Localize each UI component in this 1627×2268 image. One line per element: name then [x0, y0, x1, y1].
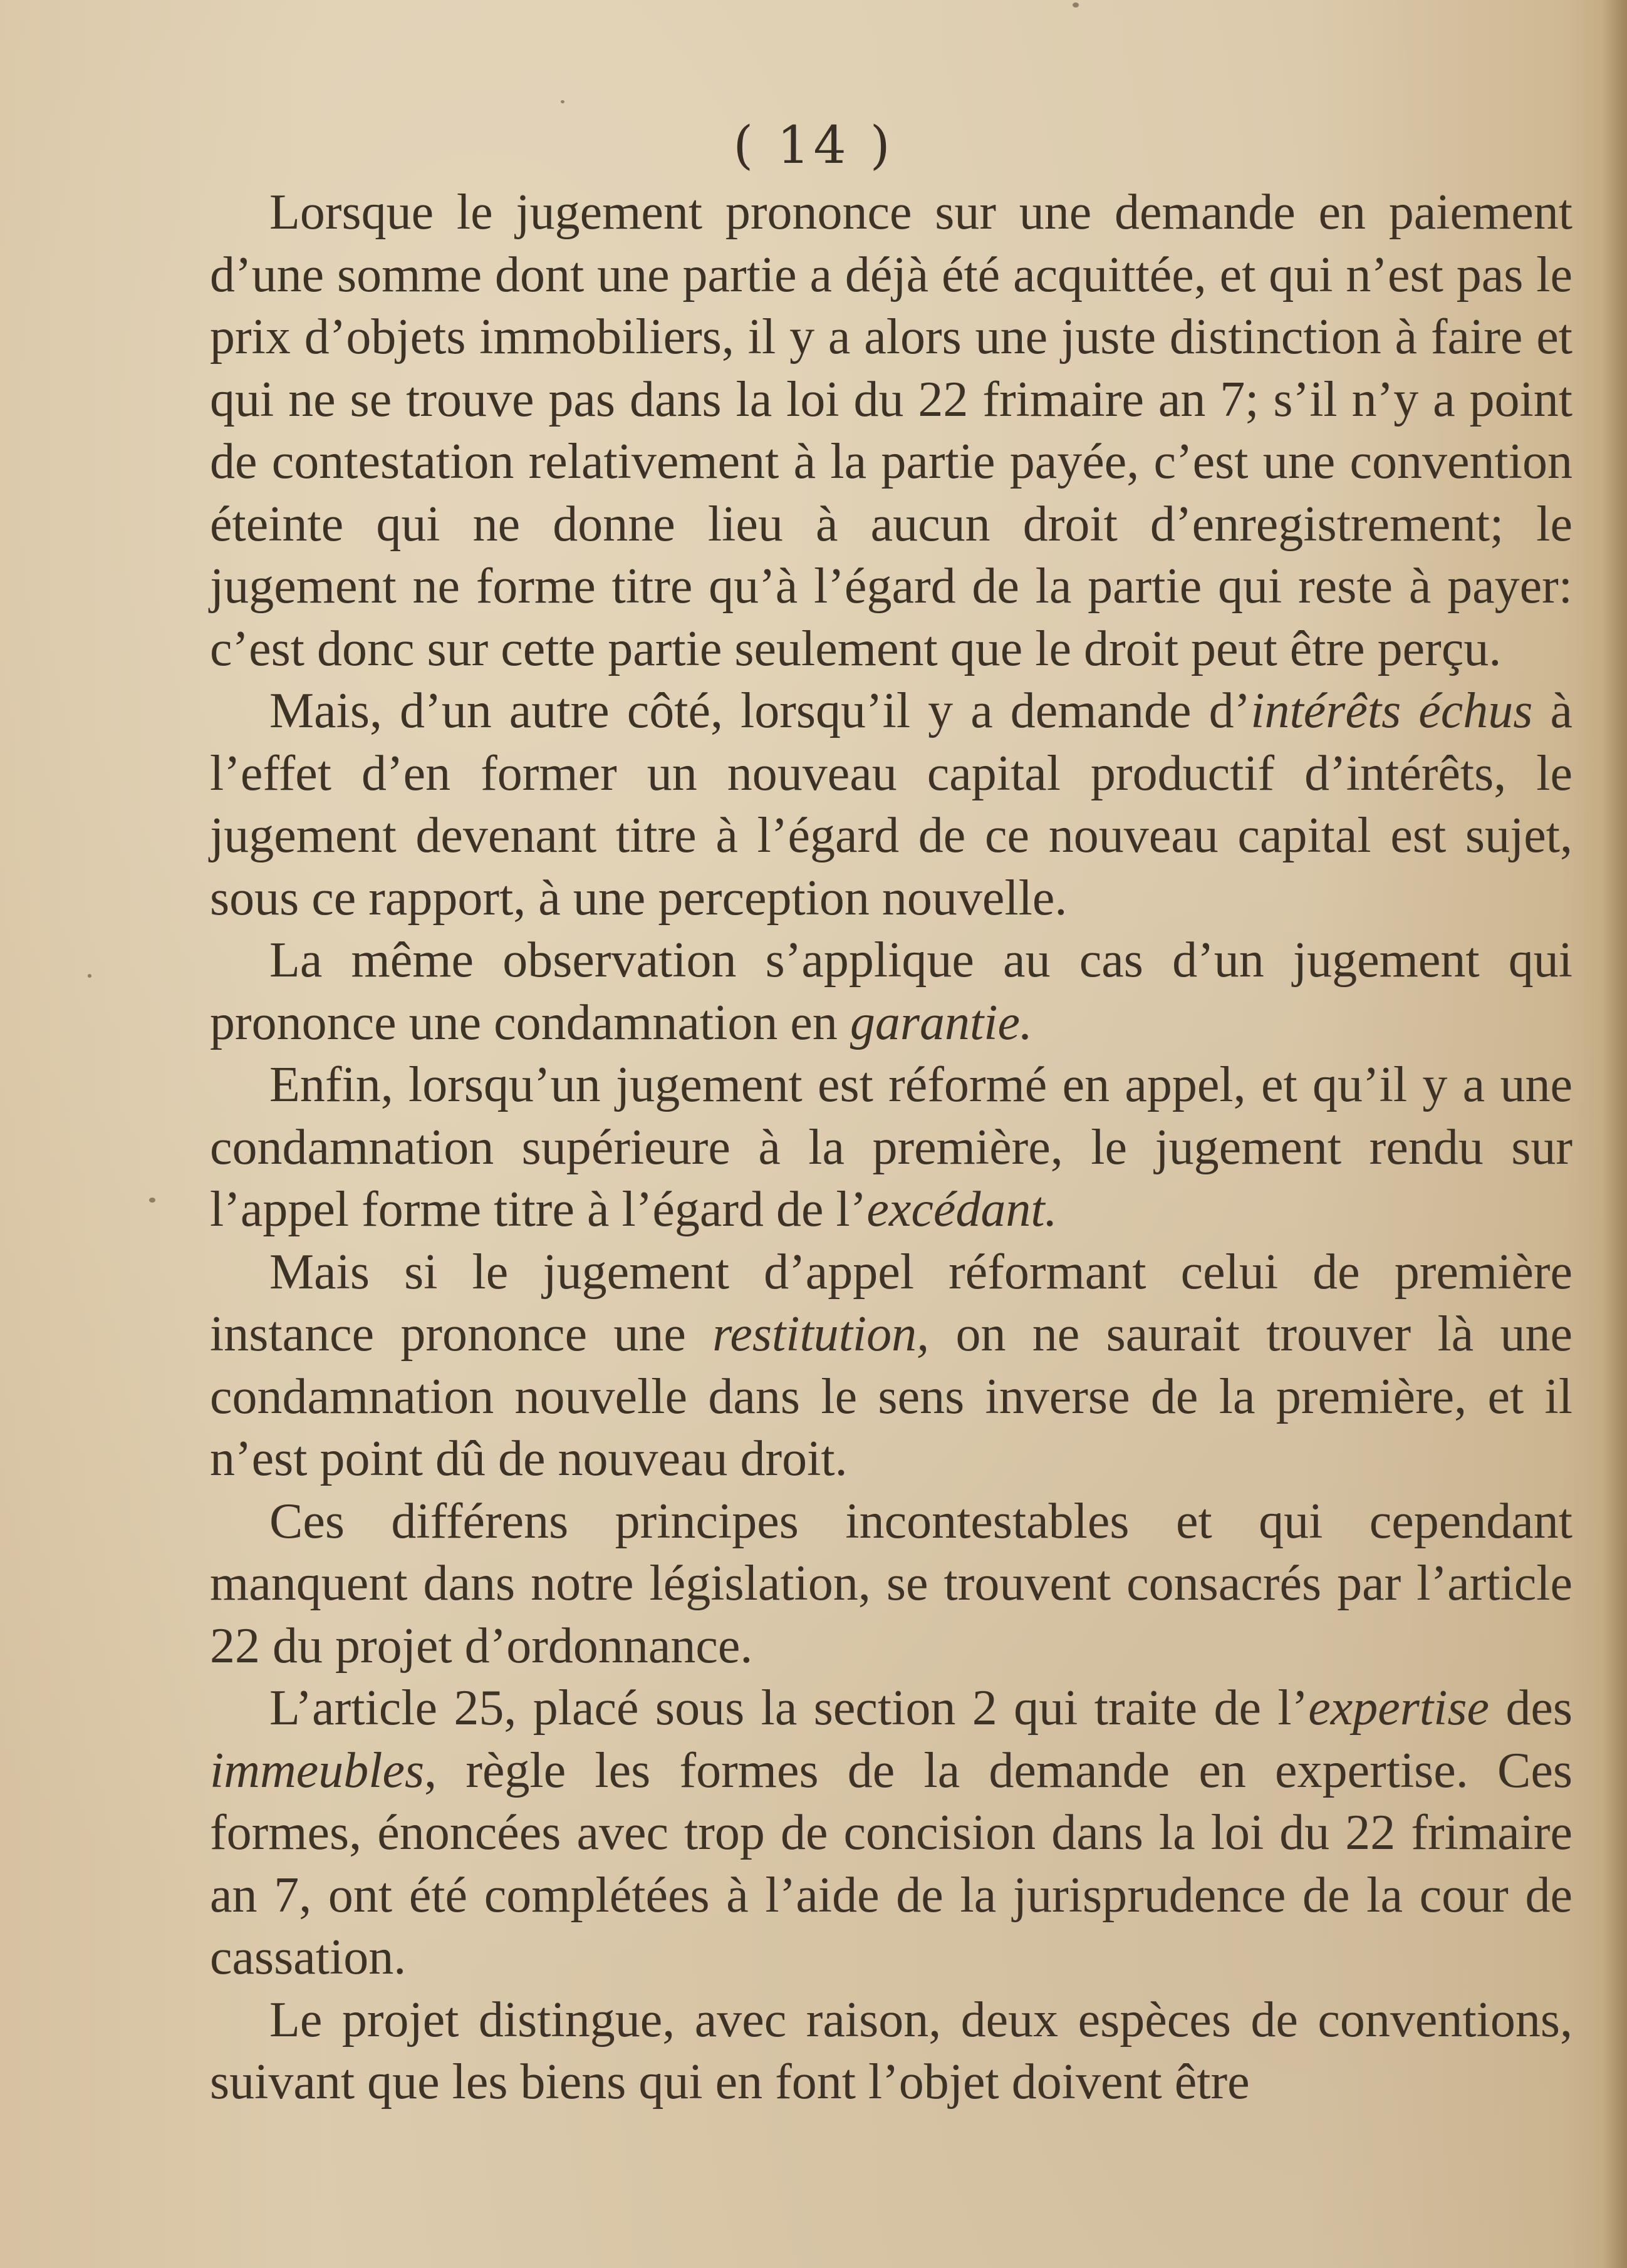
text-segment: Mais, d’un autre côté, lorsqu’il y a demande d’ — [269, 683, 1251, 738]
italic-segment: restitution, — [712, 1307, 930, 1362]
text-segment: à l’effet d’en former un nouveau capital productif d’intérêts, le jugement devenant titre à l’égard de ce nouveau capital est sujet, sous ce rapport, à une perception nouvelle. — [210, 683, 1572, 926]
text-segment: , règle les formes de la demande en expertise. Ces formes, énoncées avec trop de concision dans la loi du 22 frimaire an 7, ont été complétées à l’aide de la jurisprudence de la cour de cassation. — [210, 1742, 1572, 1985]
ink-speck — [88, 974, 91, 978]
page-number: ( 14 ) — [733, 116, 894, 175]
text-segment: Ces différens principes incontestables et qui cependant manquent dans notre législation, se trouvent consacrés par l’article 22 du projet d’ordonnance. — [210, 1493, 1572, 1674]
page-edge-shadow — [1602, 0, 1627, 2268]
paragraph — [210, 929, 1572, 1054]
ink-speck — [561, 100, 564, 103]
text-segment: Enfin, lorsqu’un jugement est réformé en appel, et qu’il y a une condamnation supérieure à la première, le jugement rendu sur l’appel forme titre à l’égard de l’ — [210, 1057, 1572, 1237]
italic-segment: immeubles — [210, 1742, 425, 1798]
paragraph — [210, 1241, 1572, 1491]
paragraph — [210, 1677, 1572, 1989]
body-text — [210, 182, 1572, 2114]
text-segment: Lorsque le jugement prononce sur une demande en paiement d’une somme dont une partie a déjà été acquittée, et qui n’est pas le prix d’objets immobiliers, il y a alors une juste distinction à faire et qui ne se trouve pas dans la loi du 22 frimaire an 7; s’il n’y a point de contestation relativement à la partie payée, c’est une convention éteinte qui ne donne lieu à aucun droit d’enregistrement; le jugement ne forme titre qu’à l’égard de la partie qui reste à payer: c’est donc sur cette partie seulement que le droit peut être perçu. — [210, 185, 1572, 676]
paragraph — [210, 1989, 1572, 2114]
paragraph — [210, 1491, 1572, 1678]
text-segment: des — [1489, 1680, 1573, 1736]
text-segment: on ne saurait trouver là une condamnation nouvelle dans le sens inverse de la première, et il n’est point dû de nouveau droit. — [210, 1307, 1572, 1486]
paragraph — [210, 1054, 1572, 1241]
paragraph — [210, 182, 1572, 680]
italic-segment: intérêts échus — [1250, 683, 1533, 738]
paragraph — [210, 680, 1572, 929]
ink-speck — [1073, 3, 1079, 8]
italic-segment: expertise — [1308, 1680, 1489, 1736]
text-segment: Mais si le jugement d’appel réformant celui de première instance prononce une — [210, 1244, 1572, 1362]
ink-speck — [149, 1198, 155, 1203]
italic-segment: excédant. — [866, 1182, 1058, 1237]
text-segment: L’article 25, placé sous la section 2 qui traite de l’ — [269, 1680, 1309, 1736]
italic-segment: garantie. — [850, 995, 1032, 1050]
text-segment: Le projet distingue, avec raison, deux espèces de conventions, suivant que les biens qui en font l’objet doivent être — [210, 1992, 1572, 2110]
text-segment: La même observation s’applique au cas d’un jugement qui prononce une condamnation en — [210, 933, 1572, 1050]
